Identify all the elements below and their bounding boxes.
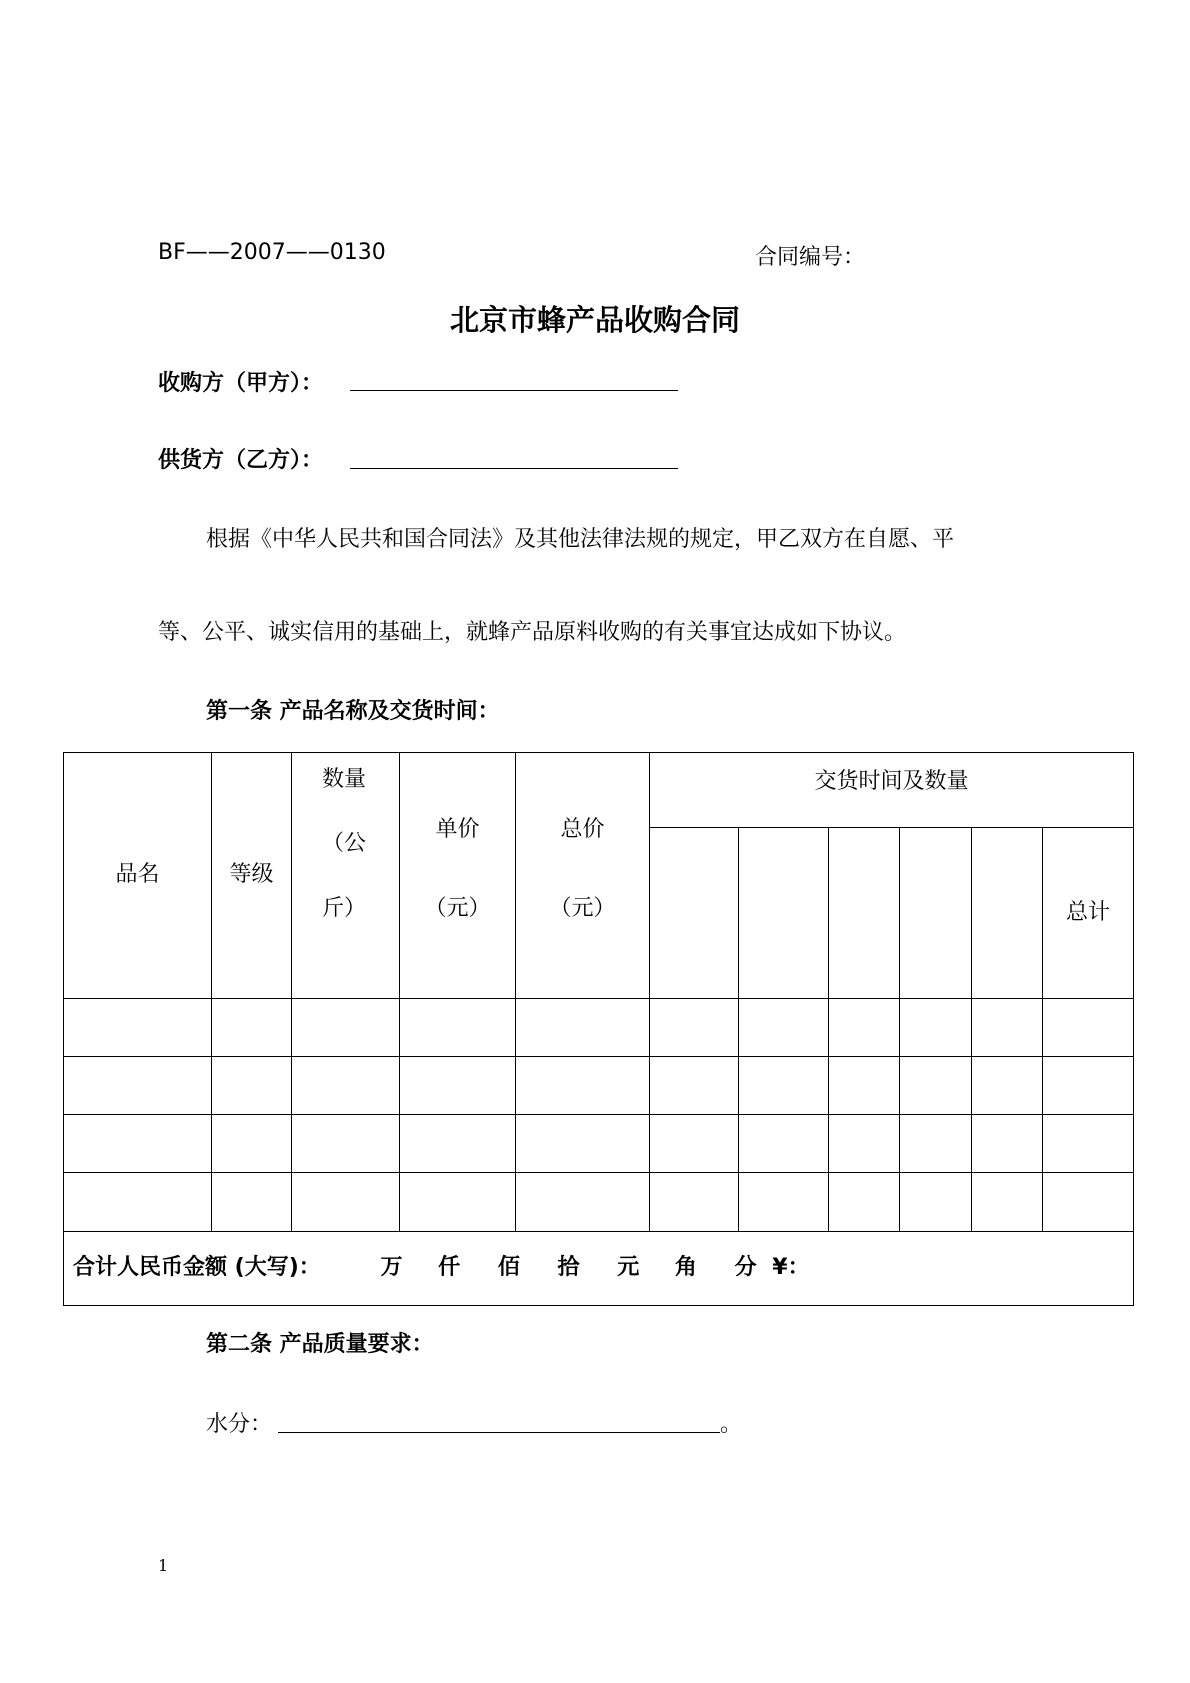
table-cell[interactable] xyxy=(64,1057,212,1115)
table-cell[interactable] xyxy=(739,1115,829,1173)
moisture-label: 水分： xyxy=(206,1412,273,1437)
table-cell[interactable] xyxy=(1043,999,1134,1057)
header-name-label: 品名 xyxy=(115,862,160,888)
table-cell[interactable] xyxy=(292,1057,400,1115)
delivery-subcell xyxy=(829,828,900,999)
table-cell[interactable] xyxy=(400,999,516,1057)
moisture-period: 。 xyxy=(720,1412,743,1437)
header-total-price-line-2: （元） xyxy=(549,895,616,921)
money-unit-jiao: 角 xyxy=(674,1255,697,1281)
table-cell[interactable] xyxy=(1043,1115,1134,1173)
header-unit-price-line-2: （元） xyxy=(424,895,491,921)
table-row xyxy=(64,999,1134,1057)
money-yuan-sign: ¥： xyxy=(772,1255,810,1281)
table-header-row-1 xyxy=(64,753,1134,828)
moisture-blank-line xyxy=(278,1432,720,1433)
table-cell[interactable] xyxy=(516,999,650,1057)
article-1-heading: 第一条 产品名称及交货时间： xyxy=(206,699,500,724)
supplier-label: 供货方（乙方）： xyxy=(158,448,324,473)
money-unit-bai: 佰 xyxy=(497,1255,520,1281)
header-cell-quantity xyxy=(292,753,400,999)
header-cell-grade xyxy=(212,753,292,999)
table-cell[interactable] xyxy=(650,1057,739,1115)
table-cell[interactable] xyxy=(1043,1173,1134,1232)
header-qty-line-1: 数量 xyxy=(322,767,367,792)
delivery-subcell xyxy=(650,828,739,999)
table-cell[interactable] xyxy=(400,1115,516,1173)
table-cell[interactable] xyxy=(650,999,739,1057)
table-cell[interactable] xyxy=(739,999,829,1057)
table-cell[interactable] xyxy=(972,1115,1043,1173)
table-cell[interactable] xyxy=(212,999,292,1057)
table-cell[interactable] xyxy=(516,1057,650,1115)
header-delivery-label: 交货时间及数量 xyxy=(814,769,969,794)
delivery-subcell xyxy=(972,828,1043,999)
table-cell[interactable] xyxy=(829,1115,900,1173)
money-unit-shi: 拾 xyxy=(557,1255,580,1281)
table-row xyxy=(64,1115,1134,1173)
money-unit-qian: 仟 xyxy=(438,1255,461,1281)
contract-number-label: 合同编号： xyxy=(755,245,866,270)
header-grade-label: 等级 xyxy=(229,862,274,888)
table-cell[interactable] xyxy=(900,1173,972,1232)
table-cell[interactable] xyxy=(64,999,212,1057)
money-total-cell xyxy=(64,1232,1134,1306)
table-cell[interactable] xyxy=(64,1173,212,1232)
header-unit-price-line-1: 单价 xyxy=(435,817,480,843)
table-cell[interactable] xyxy=(900,999,972,1057)
table-row xyxy=(64,1057,1134,1115)
table-cell[interactable] xyxy=(292,1173,400,1232)
table-cell[interactable] xyxy=(292,1115,400,1173)
supplier-blank-line xyxy=(350,468,678,469)
table-cell[interactable] xyxy=(650,1115,739,1173)
money-unit-fen: 分 xyxy=(734,1255,757,1281)
intro-line-2: 等、公平、诚实信用的基础上，就蜂产品原料收购的有关事宜达成如下协议。 xyxy=(158,620,907,645)
table-cell[interactable] xyxy=(972,999,1043,1057)
buyer-label: 收购方（甲方）： xyxy=(158,371,324,396)
table-cell[interactable] xyxy=(212,1057,292,1115)
table-cell[interactable] xyxy=(1043,1057,1134,1115)
delivery-subcell xyxy=(739,828,829,999)
table-cell[interactable] xyxy=(400,1173,516,1232)
table-cell[interactable] xyxy=(64,1115,212,1173)
intro-line-1: 根据《中华人民共和国合同法》及其他法律法规的规定，甲乙双方在自愿、平 xyxy=(206,527,955,552)
header-cell-unit-price xyxy=(400,753,516,999)
goods-table xyxy=(63,752,1134,1306)
table-cell[interactable] xyxy=(212,1115,292,1173)
table-cell[interactable] xyxy=(650,1173,739,1232)
delivery-subcell xyxy=(900,828,972,999)
header-cell-delivery xyxy=(650,753,1134,828)
page-number: 1 xyxy=(158,1556,169,1575)
page-title: 北京市蜂产品收购合同 xyxy=(449,303,740,337)
header-cell-name xyxy=(64,753,212,999)
table-cell[interactable] xyxy=(212,1173,292,1232)
table-cell[interactable] xyxy=(829,999,900,1057)
table-cell[interactable] xyxy=(829,1173,900,1232)
table-row xyxy=(64,1173,1134,1232)
table-cell[interactable] xyxy=(972,1057,1043,1115)
table-cell[interactable] xyxy=(900,1115,972,1173)
money-unit-wan: 万 xyxy=(380,1255,403,1281)
table-cell[interactable] xyxy=(516,1173,650,1232)
table-cell[interactable] xyxy=(516,1115,650,1173)
table-cell[interactable] xyxy=(900,1057,972,1115)
money-total-label: 合计人民币金额 (大写)： xyxy=(73,1255,321,1281)
article-2-heading: 第二条 产品质量要求： xyxy=(206,1332,434,1357)
table-cell[interactable] xyxy=(739,1173,829,1232)
table-cell[interactable] xyxy=(972,1173,1043,1232)
header-qty-line-3: 斤） xyxy=(322,895,367,921)
delivery-total-label: 总计 xyxy=(1066,899,1111,925)
header-cell-total-price xyxy=(516,753,650,999)
delivery-total-cell xyxy=(1043,828,1134,999)
table-cell[interactable] xyxy=(292,999,400,1057)
buyer-blank-line xyxy=(350,390,678,391)
header-qty-line-2: （公 xyxy=(322,831,367,857)
header-total-price-line-1: 总价 xyxy=(560,817,605,843)
document-code: BF——2007——0130 xyxy=(158,240,386,265)
money-total-row xyxy=(64,1232,1134,1306)
money-unit-yuan: 元 xyxy=(617,1255,640,1281)
table-cell[interactable] xyxy=(400,1057,516,1115)
table-cell[interactable] xyxy=(739,1057,829,1115)
table-cell[interactable] xyxy=(829,1057,900,1115)
